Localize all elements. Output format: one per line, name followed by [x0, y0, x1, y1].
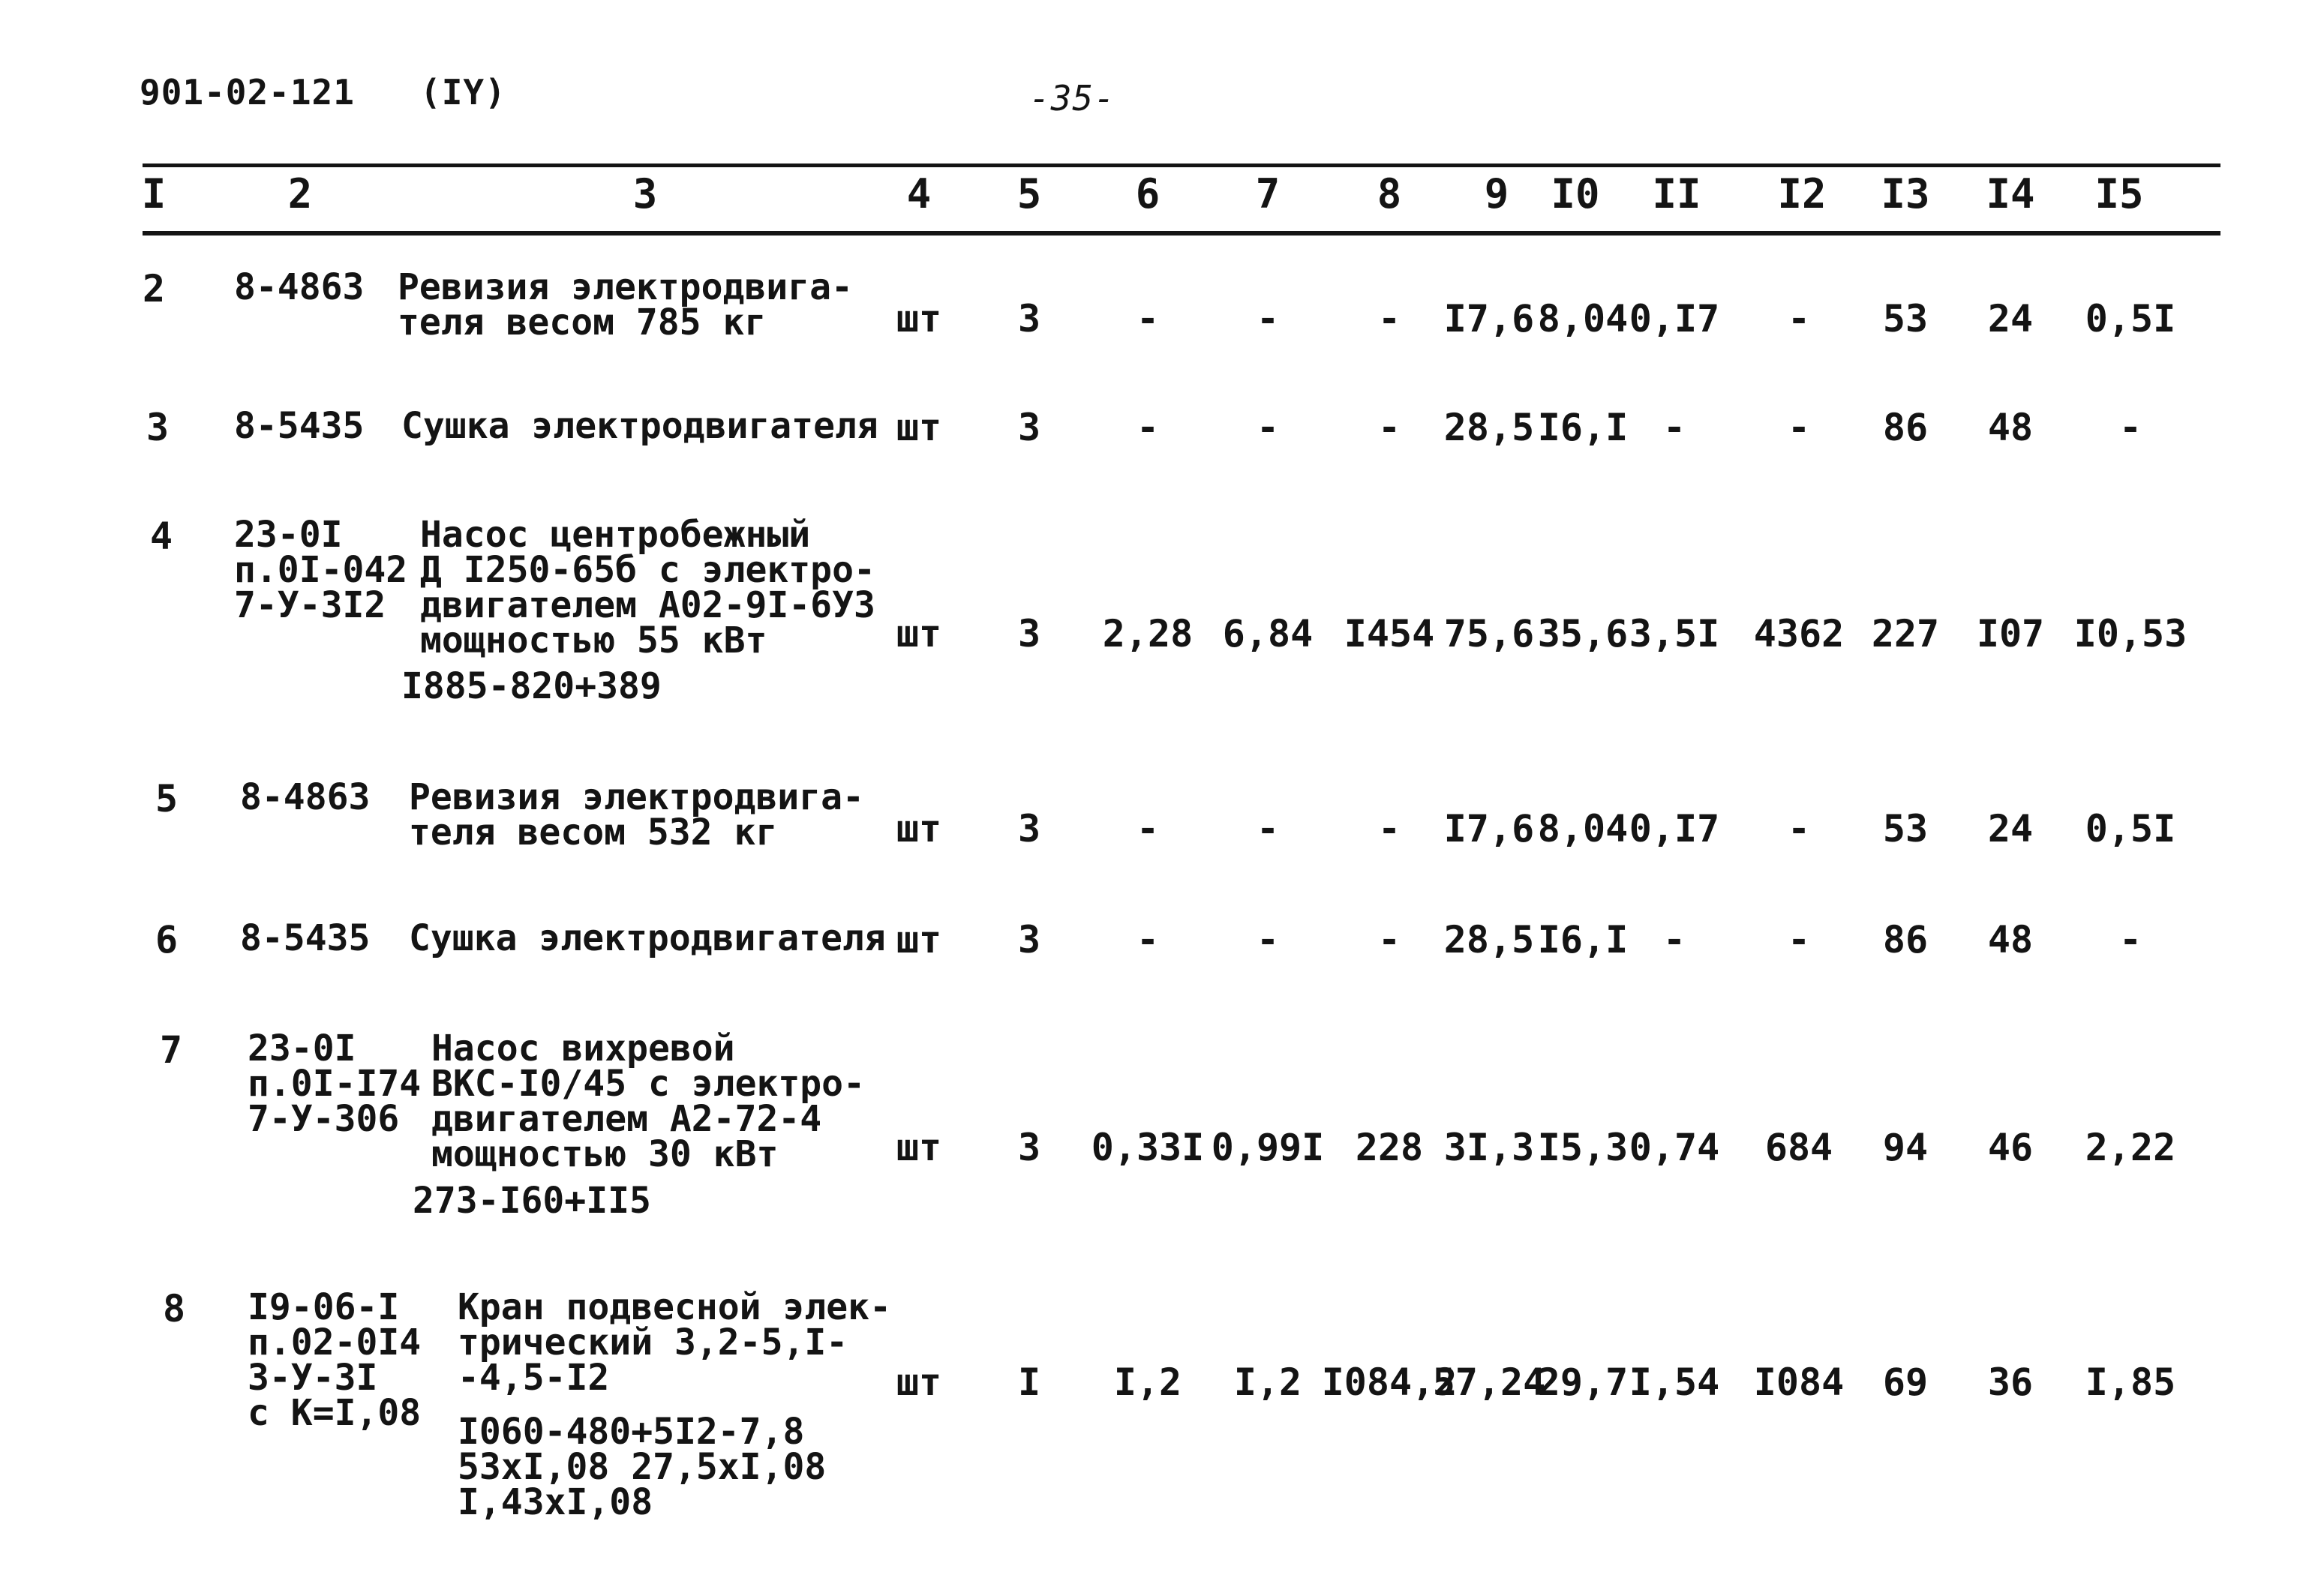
- cell-c12: -: [1787, 297, 1811, 340]
- column-header-10: I0: [1551, 170, 1600, 218]
- cell-c10: I5,3: [1537, 1126, 1629, 1169]
- work-description: Сушка электродвигателя: [409, 917, 886, 959]
- column-header-4: 4: [906, 170, 932, 218]
- price-code: 8-4863: [240, 776, 371, 818]
- price-code: 8-5435: [234, 405, 365, 447]
- column-header-2: 2: [287, 170, 313, 218]
- cell-c12: I084: [1753, 1360, 1845, 1404]
- work-description: Ревизия электродвига- теля весом 532 кг: [409, 776, 864, 854]
- cell-c10: 35,6: [1537, 612, 1629, 656]
- work-description: Ревизия электродвига- теля весом 785 кг: [398, 266, 853, 344]
- price-code: 23-0I п.0I-042 7-У-3I2: [234, 514, 408, 627]
- cell-unit: шт: [896, 918, 942, 962]
- cell-c8: -: [1377, 807, 1401, 850]
- cell-c8: 228: [1355, 1126, 1424, 1169]
- cell-c6: -: [1136, 807, 1160, 850]
- calculation-note: I885-820+389: [401, 665, 662, 707]
- cell-c9: 28,5: [1443, 406, 1535, 449]
- volume-label: (IY): [420, 72, 506, 112]
- cell-c6: -: [1136, 406, 1160, 449]
- price-code: 8-4863: [234, 266, 365, 308]
- cell-c14: 46: [1987, 1126, 2034, 1169]
- column-header-12: I2: [1777, 170, 1827, 218]
- cell-c12: 4362: [1753, 612, 1845, 656]
- cell-c6: -: [1136, 297, 1160, 340]
- cell-c9: 75,6: [1443, 612, 1535, 656]
- document-code: 901-02-121: [140, 72, 355, 112]
- column-header-1: I: [141, 170, 167, 218]
- cell-c14: 48: [1987, 406, 2034, 449]
- cell-c10: I6,I: [1537, 918, 1629, 962]
- cell-c14: 24: [1987, 297, 2034, 340]
- cell-qty: 3: [1017, 406, 1041, 449]
- column-header-9: 9: [1484, 170, 1509, 218]
- column-header-8: 8: [1377, 170, 1402, 218]
- cell-c7: -: [1256, 918, 1280, 962]
- cell-c15: -: [2118, 918, 2142, 962]
- row-number: 2: [142, 267, 166, 310]
- column-header-6: 6: [1135, 170, 1161, 218]
- cell-c15: -: [2118, 406, 2142, 449]
- cell-c7: I,2: [1233, 1360, 1302, 1404]
- column-header-13: I3: [1881, 170, 1930, 218]
- cell-c14: 48: [1987, 918, 2034, 962]
- cell-c9: 57,24: [1432, 1360, 1546, 1404]
- cell-c13: 94: [1882, 1126, 1929, 1169]
- cell-c6: 0,33I: [1091, 1126, 1205, 1169]
- cell-c6: -: [1136, 918, 1160, 962]
- calculation-note: 273-I60+II5: [413, 1180, 651, 1222]
- column-header-15: I5: [2094, 170, 2144, 218]
- cell-c9: 3I,3: [1443, 1126, 1535, 1169]
- work-description: Сушка электродвигателя: [401, 405, 878, 447]
- column-header-14: I4: [1986, 170, 2035, 218]
- column-header-11: II: [1652, 170, 1701, 218]
- cell-c13: 86: [1882, 918, 1929, 962]
- cell-c10: 8,04: [1537, 297, 1629, 340]
- row-number: 4: [149, 514, 173, 558]
- row-number: 6: [155, 918, 179, 962]
- cell-c7: 6,84: [1222, 612, 1314, 656]
- price-code: I9-06-I п.02-0I4 3-У-3I с К=I,08: [248, 1286, 422, 1435]
- work-description: Насос вихревой ВКС-I0/45 с электро- двигателем А2-72-4 мощностью 30 кВт: [431, 1028, 865, 1176]
- cell-qty: 3: [1017, 807, 1041, 850]
- cell-c9: I7,6: [1443, 297, 1535, 340]
- cell-qty: 3: [1017, 612, 1041, 656]
- column-header-3: 3: [632, 170, 658, 218]
- cell-unit: шт: [896, 1360, 942, 1404]
- cell-qty: I: [1017, 1360, 1041, 1404]
- top-rule: [143, 164, 2220, 167]
- cell-c13: 69: [1882, 1360, 1929, 1404]
- calculation-note: I060-480+5I2-7,8 53хI,08 27,5хI,08 I,43хI,08: [458, 1411, 827, 1524]
- cell-unit: шт: [896, 807, 942, 850]
- cell-c13: 53: [1882, 807, 1929, 850]
- cell-c7: 0,99I: [1211, 1126, 1325, 1169]
- cell-c14: I07: [1976, 612, 2045, 656]
- cell-c11: 0,74: [1629, 1126, 1720, 1169]
- cell-unit: шт: [896, 1126, 942, 1169]
- cell-c13: 86: [1882, 406, 1929, 449]
- cell-c11: I,54: [1629, 1360, 1720, 1404]
- row-number: 3: [146, 406, 170, 449]
- row-number: 5: [155, 777, 179, 820]
- column-header-7: 7: [1255, 170, 1281, 218]
- cell-qty: 3: [1017, 918, 1041, 962]
- cell-c10: 29,7: [1537, 1360, 1629, 1404]
- cell-c8: -: [1377, 918, 1401, 962]
- column-header-5: 5: [1016, 170, 1042, 218]
- cell-c6: I,2: [1113, 1360, 1182, 1404]
- header-bottom-rule: [143, 231, 2220, 236]
- cell-c8: I454: [1344, 612, 1435, 656]
- page-number: -35-: [1029, 78, 1115, 118]
- cell-c14: 36: [1987, 1360, 2034, 1404]
- cell-c8: I084,2: [1321, 1360, 1458, 1404]
- work-description: Кран подвесной элек- трический 3,2-5,I- -4,5-I2: [458, 1286, 891, 1400]
- cell-c11: -: [1662, 918, 1686, 962]
- cell-c12: -: [1787, 918, 1811, 962]
- price-code: 23-0I п.0I-I74 7-У-306: [248, 1028, 422, 1141]
- cell-c12: -: [1787, 807, 1811, 850]
- cell-c9: 28,5: [1443, 918, 1535, 962]
- cell-unit: шт: [896, 612, 942, 656]
- price-code: 8-5435: [240, 917, 371, 959]
- cell-qty: 3: [1017, 1126, 1041, 1169]
- cell-c7: -: [1256, 807, 1280, 850]
- cell-unit: шт: [896, 406, 942, 449]
- cell-c15: 0,5I: [2085, 807, 2176, 850]
- cell-c11: 0,I7: [1629, 297, 1720, 340]
- cell-c7: -: [1256, 406, 1280, 449]
- cell-c11: -: [1662, 406, 1686, 449]
- cell-c9: I7,6: [1443, 807, 1535, 850]
- cell-c10: I6,I: [1537, 406, 1629, 449]
- cell-c6: 2,28: [1102, 612, 1194, 656]
- cell-c15: I0,53: [2073, 612, 2187, 656]
- work-description: Насос центробежный Д I250-65б с электро- двигателем А02-9I-6У3 мощностью 55 кВт: [420, 514, 875, 662]
- row-number: 8: [162, 1287, 186, 1330]
- cell-c7: -: [1256, 297, 1280, 340]
- cell-c11: 3,5I: [1629, 612, 1720, 656]
- row-number: 7: [159, 1028, 183, 1072]
- cell-c13: 53: [1882, 297, 1929, 340]
- cell-c10: 8,04: [1537, 807, 1629, 850]
- cell-c8: -: [1377, 406, 1401, 449]
- cell-unit: шт: [896, 297, 942, 340]
- cell-qty: 3: [1017, 297, 1041, 340]
- cell-c14: 24: [1987, 807, 2034, 850]
- cell-c8: -: [1377, 297, 1401, 340]
- cell-c15: 0,5I: [2085, 297, 2176, 340]
- cell-c11: 0,I7: [1629, 807, 1720, 850]
- cell-c15: I,85: [2085, 1360, 2176, 1404]
- cell-c12: 684: [1764, 1126, 1833, 1169]
- cell-c13: 227: [1871, 612, 1940, 656]
- cell-c15: 2,22: [2085, 1126, 2176, 1169]
- cell-c12: -: [1787, 406, 1811, 449]
